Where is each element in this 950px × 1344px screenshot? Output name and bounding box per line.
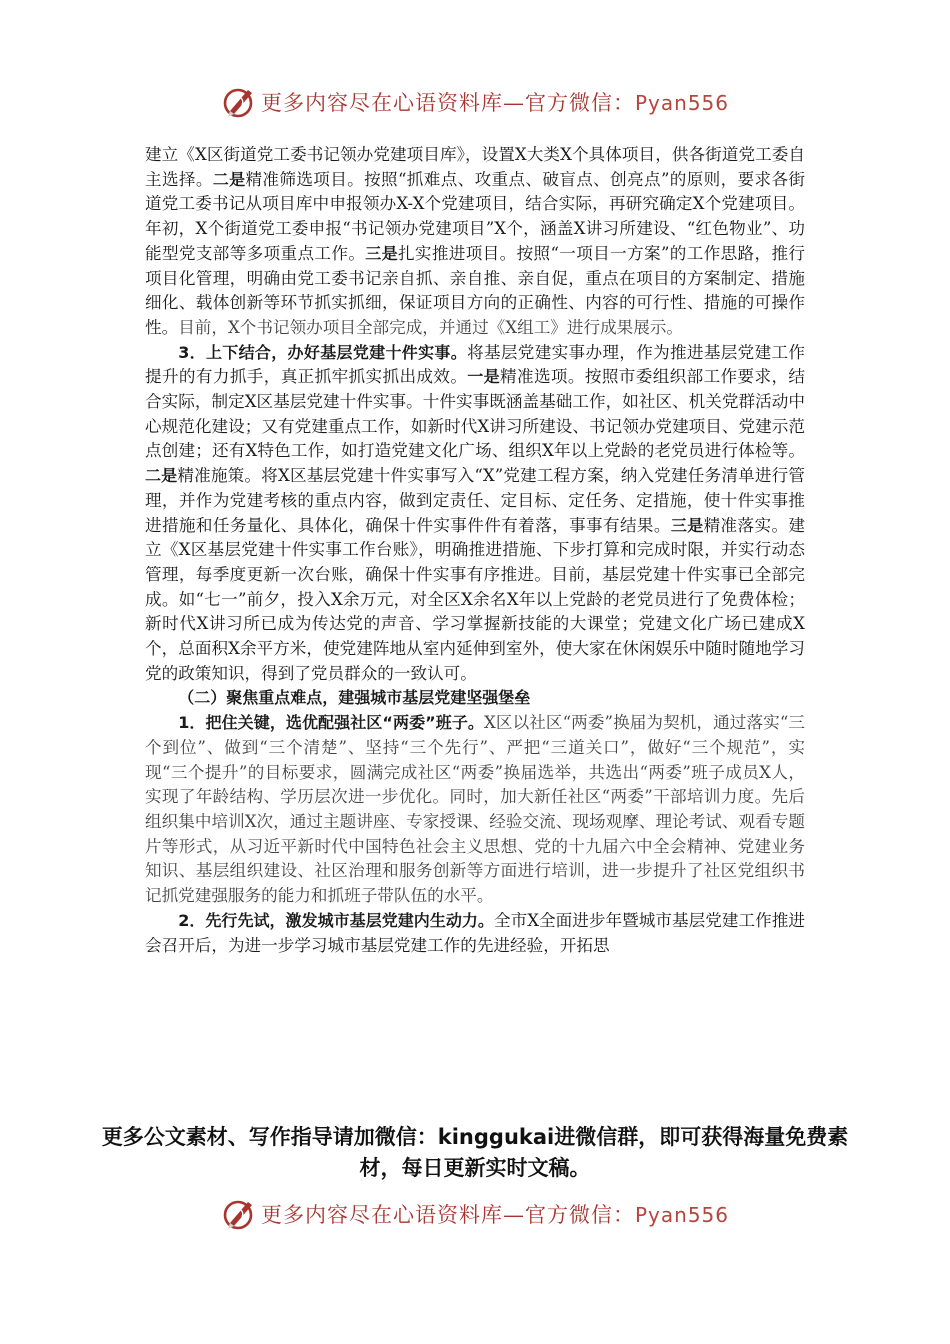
footer-banner-id: Pyan556 [634,1203,729,1227]
paragraph-ten-tasks: 3．上下结合，办好基层党建十件实事。将基层党建实事办理，作为推进基层党建工作提升的有力抓手，真正抓牢抓实抓出成效。一是精准选项。按照市委组织部工作要求，结合实际，制定X区基层党建十件实事。十件实事既涵盖基础工作，如社区、机关党群活动中心规范化建设；又有党建重点工作，如新时代X讲习所建设、书记领办党建项目、党建示范点创建；还有X特色工作，如打造党建文化广场、组织X年以上党龄的老党员进行体检等。二是精准施策。将X区基层党建十件实事写入“X”党建工程方案，纳入党建任务清单进行管理，并作为党建考核的重点内容，做到定责任、定目标、定任务、定措施，使十件实事推进措施和任务量化、具体化，确保十件实事件件有着落，事事有结果。三是精准落实。建立《X区基层党建十件实事工作台账》，明确推进措施、下步打算和完成时限，并实行动态管理，每季度更新一次台账，确保十件实事有序推进。目前，基层党建十件实事已全部完成。如“七一”前夕，投入X余万元，对全区X余名X年以上党龄的老党员进行了免费体检；新时代X讲习所已成为传达党的声音、学习掌握新技能的大课堂；党建文化广场已建成X个，总面积X余平方米，使党建阵地从室内延伸到室外，使大家在休闲娱乐中随时随地学习党的政策知识，得到了党员群众的一致认可。 [145,342,806,683]
footer-banner-text: 更多内容尽在心语资料库—官方微信：Pyan556 [260,1203,729,1227]
document-body [145,143,805,958]
header-banner-id: Pyan556 [634,91,729,115]
paragraph-two-committees: 1．把住关键，选优配强社区“两委”班子。X区以社区“两委”换届为契机，通过落实“三个到位”、做到“三个清楚”、坚持“三个先行”、严把“三道关口”，做好“三个规范”，实现“三个提升”的目标要求，圆满完成社区“两委”换届选举，共选出“两委”班子成员X人，实现了年龄结构、学历层次进一步优化。同时，加大新任社区“两委”干部培训力度。先后组织集中培训X次，通过主题讲座、专家授课、经验交流、现场观摩、理论考试、观看专题片等形式，从习近平新时代中国特色社会主义思想、党的十九届六中全会精神、党建业务知识、基层组织建设、社区治理和服务创新等方面进行培训，进一步提升了社区党组织书记抓党建强服务的能力和抓班子带队伍的水平。 [145,713,805,906]
header-banner [0,82,950,122]
header-banner-text: 更多内容尽在心语资料库—官方微信：Pyan556 [260,91,729,115]
section-heading: （二）聚焦重点难点，建强城市基层党建坚强堡垒 [178,688,531,708]
footer-banner [0,1194,950,1234]
paragraph-pilot: 2．先行先试，激发城市基层党建内生动力。全市X全面进步年暨城市基层党建工作推进会召开后，为进一步学习城市基层党建工作的先进经验，开拓思 [145,910,806,955]
footer-note: 更多公文素材、写作指导请加微信：kinggukai进微信群，即可获得海量免费素材，每日更新实时文稿。 [101,1125,849,1180]
pen-logo-icon [221,1196,257,1232]
pen-logo-icon [221,84,257,120]
paragraph-project-library: 建立《X区街道党工委书记领办党建项目库》，设置X大类X个具体项目，供各街道党工委自主选择。二是精准筛选项目。按照“抓难点、攻重点、破盲点、创亮点”的原则，要求各街道党工委书记从项目库中申报领办X-X个党建项目，结合实际，再研究确定X个党建项目。年初，X个街道党工委申报“书记领办党建项目”X个，涵盖X讲习所建设、“红色物业”、功能型党支部等多项重点工作。三是扎实推进项目。按照“一项目一方案”的工作思路，推行项目化管理，明确由党工委书记亲自抓、亲自推、亲自促，重点在项目的方案制定、措施细化、载体创新等环节抓实抓细，保证项目方向的正确性、内容的可行性、措施的可操作性。目前，X个书记领办项目全部完成，并通过《X组工》进行成果展示。 [145,145,805,337]
